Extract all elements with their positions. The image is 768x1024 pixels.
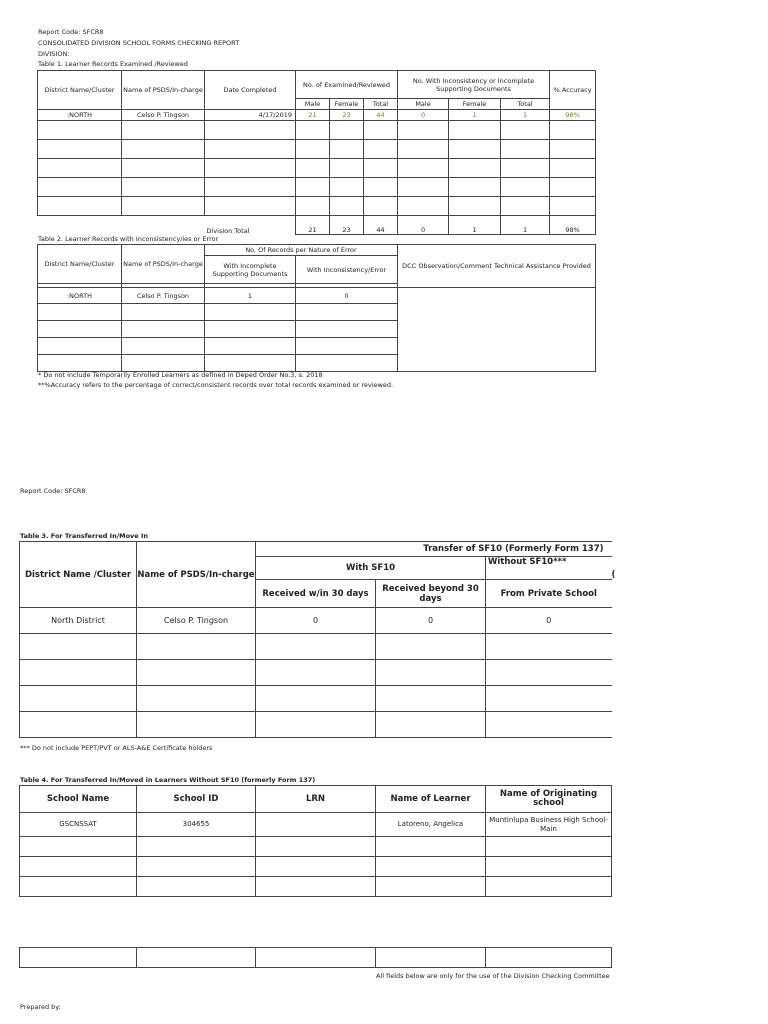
ex-female-cell: 23 bbox=[330, 110, 364, 121]
table1-caption: Table 1. Learner Records Examined /Reviewed bbox=[38, 60, 188, 68]
col-within-30-days: Received w/in 30 days bbox=[256, 580, 376, 608]
table-learner-records-examined bbox=[37, 70, 596, 235]
col-originating-school: Name of Originating school bbox=[486, 786, 612, 813]
table-transferred-in bbox=[19, 541, 622, 738]
col-observation: DCC Observation/Comment Technical Assistance Provided bbox=[398, 245, 596, 288]
report-code-2: Report Code: SFCR8 bbox=[20, 487, 86, 495]
col-examined: No. of Examined/Reviewed bbox=[296, 71, 398, 99]
table-row bbox=[20, 686, 622, 712]
col-psds: Name of PSDS/In-charge bbox=[122, 71, 205, 110]
col-district: District Name/Cluster bbox=[38, 245, 122, 284]
ex-total-cell: 44 bbox=[364, 110, 398, 121]
total-ex-female: 23 bbox=[330, 216, 364, 235]
psds-cell: Celso P. Tingson bbox=[122, 110, 205, 121]
total-in-male: 0 bbox=[398, 216, 449, 235]
table-row bbox=[38, 140, 596, 159]
report-code: Report Code: SFCR8 bbox=[38, 28, 104, 36]
table4-caption: Table 4. For Transferred In/Moved in Learners Without SF10 (formerly Form 137) bbox=[20, 776, 316, 784]
private-cell: 0 bbox=[486, 608, 612, 634]
table-row bbox=[38, 110, 596, 121]
table-row bbox=[20, 837, 612, 857]
table-row bbox=[38, 178, 596, 197]
col-beyond-30-days: Received beyond 30 days bbox=[376, 580, 486, 608]
table-row bbox=[38, 197, 596, 216]
district-cell: :NORTH bbox=[38, 110, 122, 121]
school-cell: GSCNSSAT bbox=[20, 813, 137, 837]
total-accuracy: 98% bbox=[550, 216, 596, 235]
district-cell: North District bbox=[20, 608, 137, 634]
sub-female: Female bbox=[449, 99, 501, 110]
table-transferred-without-sf10 bbox=[19, 785, 612, 897]
col-inconsistency: No. With Inconsistency or Incomplete Supporting Documents bbox=[398, 71, 550, 99]
col-nature: No. Of Records per Nature of Error bbox=[205, 245, 398, 256]
col-without-sf10: Without SF10*** bbox=[486, 557, 612, 580]
within30-cell: 0 bbox=[256, 608, 376, 634]
col-date: Date Completed bbox=[205, 71, 296, 110]
psds-cell: Celso P. Tingson bbox=[122, 288, 205, 304]
col-psds: Name of PSDS/In-charge bbox=[122, 245, 205, 284]
col-school-name: School Name bbox=[20, 786, 137, 813]
division-committee-note: All fields below are only for the use of the Division Checking Committee bbox=[376, 972, 610, 980]
total-row bbox=[38, 216, 596, 235]
col-learner-name: Name of Learner bbox=[376, 786, 486, 813]
accuracy-cell: 98% bbox=[550, 110, 596, 121]
table3-footnote: *** Do not include PEPT/PVT or ALS-A&E Certificate holders bbox=[20, 744, 213, 752]
date-cell: 4/17/2019 bbox=[205, 110, 296, 121]
total-in-female: 1 bbox=[449, 216, 501, 235]
sub-total: Total bbox=[364, 99, 398, 110]
table-row bbox=[38, 288, 596, 304]
col-incomplete: With Incomplete Supporting Documents bbox=[205, 256, 296, 284]
table-extra-row bbox=[19, 947, 612, 968]
table2-caption: Table 2. Learner Records with Inconsistency/ies or Error bbox=[38, 235, 219, 243]
school-id-cell: 304655 bbox=[137, 813, 256, 837]
table-row bbox=[20, 634, 622, 660]
psds-cell: Celso P. Tingson bbox=[137, 608, 256, 634]
observation-cell bbox=[398, 288, 596, 372]
table-learner-records-errors bbox=[37, 244, 596, 372]
table-row bbox=[38, 121, 596, 140]
col-district: District Name/Cluster bbox=[38, 71, 122, 110]
table-row bbox=[38, 159, 596, 178]
col-accuracy: % Accuracy bbox=[550, 71, 596, 110]
col-transfer: Transfer of SF10 (Formerly Form 137) bbox=[256, 542, 612, 557]
origin-cell: Muntinlupa Business High School-Main bbox=[486, 813, 612, 837]
incomplete-cell: 1 bbox=[205, 288, 296, 304]
note-accuracy: **%Accuracy refers to the percentage of correct/consistent records over total records examined or reviewed. bbox=[38, 381, 394, 389]
sub-total: Total bbox=[501, 99, 550, 110]
col-inconsistency: With Inconsistency/Error bbox=[296, 256, 398, 284]
learner-cell: Latoreno, Angelica bbox=[376, 813, 486, 837]
table-row bbox=[20, 660, 622, 686]
col-district: District Name /Cluster bbox=[20, 542, 137, 608]
table-row bbox=[20, 877, 612, 897]
report-title: CONSOLIDATED DIVISION SCHOOL FORMS CHECKING REPORT bbox=[38, 39, 240, 47]
table-row bbox=[20, 712, 622, 738]
table-row bbox=[20, 948, 612, 968]
beyond30-cell: 0 bbox=[376, 608, 486, 634]
prepared-by-label: Prepared by: bbox=[20, 1003, 61, 1011]
sub-female: Female bbox=[330, 99, 364, 110]
table3-caption: Table 3. For Transferred In/Move In bbox=[20, 532, 148, 540]
col-psds: Name of PSDS/In-charge bbox=[137, 542, 256, 608]
ex-male-cell: 21 bbox=[296, 110, 330, 121]
col-without-sf10-extra: ( bbox=[611, 569, 616, 580]
lrn-cell bbox=[256, 813, 376, 837]
table-row bbox=[20, 608, 622, 634]
table-row bbox=[20, 813, 612, 837]
in-total-cell: 1 bbox=[501, 110, 550, 121]
total-ex-total: 44 bbox=[364, 216, 398, 235]
table-row bbox=[20, 857, 612, 877]
sub-male: Male bbox=[398, 99, 449, 110]
col-school-id: School ID bbox=[137, 786, 256, 813]
col-lrn: LRN bbox=[256, 786, 376, 813]
total-ex-male: 21 bbox=[296, 216, 330, 235]
division-total-label: Division Total bbox=[205, 216, 296, 235]
inconsistency-cell: 0 bbox=[296, 288, 398, 304]
division-label: DIVISION: bbox=[38, 50, 70, 58]
district-cell: :NORTH bbox=[38, 288, 122, 304]
col-with-sf10: With SF10 bbox=[256, 557, 486, 580]
sub-male: Male bbox=[296, 99, 330, 110]
col-private-school: From Private School bbox=[486, 580, 612, 608]
note-temporarily-enrolled: * Do not include Temporarily Enrolled Learners as defined in Deped Order No.3, s. 2018 bbox=[38, 371, 323, 379]
total-in-total: 1 bbox=[501, 216, 550, 235]
in-female-cell: 1 bbox=[449, 110, 501, 121]
in-male-cell: 0 bbox=[398, 110, 449, 121]
